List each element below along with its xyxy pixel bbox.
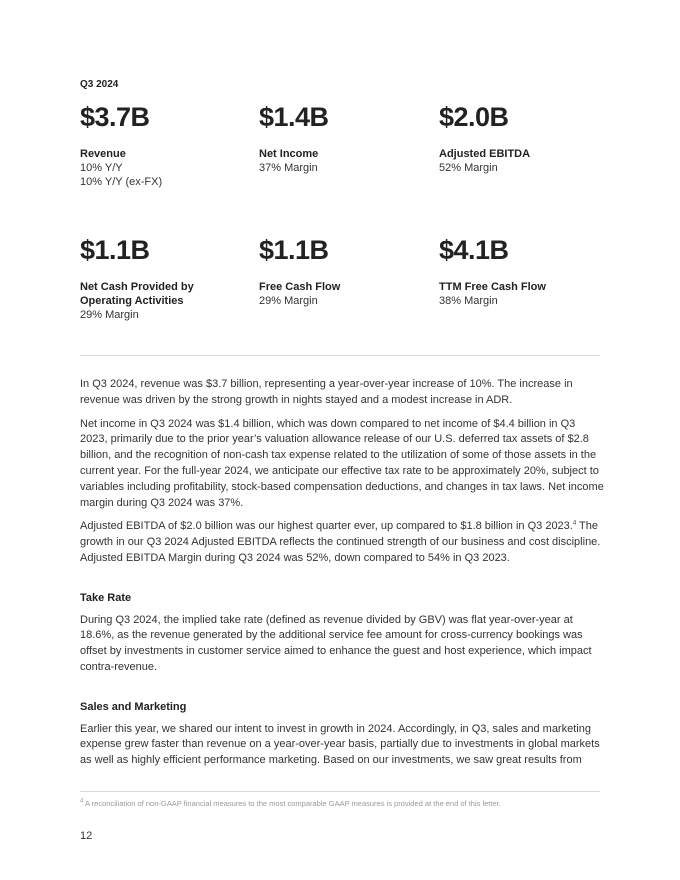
metric-value: $2.0B: [439, 102, 509, 132]
metric-value: $1.4B: [259, 102, 329, 132]
paragraph-net-income: Net income in Q3 2024 was $1.4 billion, which was down compared to net income of $4.4 billion in Q3 2023, primarily due to the prior year’s valuation allowance release of our U.S. deferred tax assets of $2.8 billion, and the recognition of non-cash tax expense related to the utilization of some of those assets in the current year. For the full-year 2024, we anticipate our effective tax rate to be approximately 20%, subject to variables including profitability, stock-based compensation deductions, and changes in tax laws. Net income margin during Q3 2024 was 37%.: [80, 417, 604, 509]
take-rate-paragraph: During Q3 2024, the implied take rate (defined as revenue divided by GBV) was flat year-over-year at 18.6%, as the revenue generated by the additional service fee amount for cross-currency bookings was offset by investments in customer service aimed to enhance the guest and host experience, which impact contra-revenue.: [80, 613, 592, 673]
metric-revenue: [80, 101, 250, 189]
metric-sub: 52% Margin: [439, 162, 498, 174]
metric-net-income: [259, 101, 429, 175]
metric-sub: 38% Margin: [439, 295, 498, 307]
paragraph-adjusted-ebitda: [80, 519, 604, 566]
footnote-ref: 4: [572, 520, 577, 527]
paragraph-revenue: In Q3 2024, revenue was $3.7 billion, representing a year-over-year increase of 10%. The increase in revenue was driven by the strong growth in nights stayed and a modest increase in ADR.: [80, 378, 573, 406]
period-label: Q3 2024: [80, 79, 119, 90]
metric-value: $4.1B: [439, 235, 509, 265]
metric-sub: 29% Margin: [259, 295, 318, 307]
footnote-divider: [80, 791, 600, 792]
metric-sub: 10% Y/Y (ex-FX): [80, 176, 163, 188]
page-number: 12: [80, 830, 93, 842]
metric-sub: 10% Y/Y: [80, 162, 123, 174]
metric-label: Free Cash Flow: [259, 281, 341, 293]
metric-operating-cash: [80, 234, 200, 322]
ebitda-text-a: Adjusted EBITDA of $2.0 billion was our highest quarter ever, up compared to $1.8 billion in Q3 2023.: [80, 520, 573, 533]
sales-marketing-heading: Sales and Marketing: [80, 700, 187, 713]
ebitda-text-b: The growth in our Q3 2024 Adjusted EBITDA reflects the continued strength of our business and cost discipline. Adjusted EBITDA Margin during Q3 2024 was 52%, down compared to 54% in Q3 2023.: [80, 520, 601, 564]
sales-marketing-paragraph: Earlier this year, we shared our intent to invest in growth in 2024. Accordingly, in Q3, sales and marketing expense grew faster than revenue on a year-over-year basis, partially due to investments in global markets as well as highly efficient performance marketing. Based on our investments, we saw great results from: [80, 722, 600, 767]
metric-sub: 37% Margin: [259, 162, 318, 174]
metric-label: Net Income: [259, 148, 319, 160]
metric-value: $1.1B: [80, 235, 150, 265]
metric-sub: 29% Margin: [80, 309, 139, 321]
metric-adjusted-ebitda: [439, 101, 609, 175]
footnote: [80, 799, 501, 808]
metric-label: Adjusted EBITDA: [439, 148, 531, 160]
take-rate-heading: Take Rate: [80, 591, 132, 604]
metric-label: TTM Free Cash Flow: [439, 281, 546, 293]
footnote-text: A reconciliation of non-GAAP financial measures to the most comparable GAAP measures is provided at the end of this letter.: [83, 799, 501, 808]
section-divider: [80, 355, 600, 356]
metric-value: $3.7B: [80, 102, 150, 132]
metric-value: $1.1B: [259, 235, 329, 265]
body-text: [80, 377, 604, 777]
metric-label: Revenue: [80, 148, 126, 160]
metric-label: Net Cash Provided by Operating Activities: [80, 281, 194, 307]
footnote-marker: 4: [80, 798, 84, 805]
metric-free-cash-flow: [259, 234, 429, 308]
metric-ttm-free-cash-flow: [439, 234, 609, 308]
